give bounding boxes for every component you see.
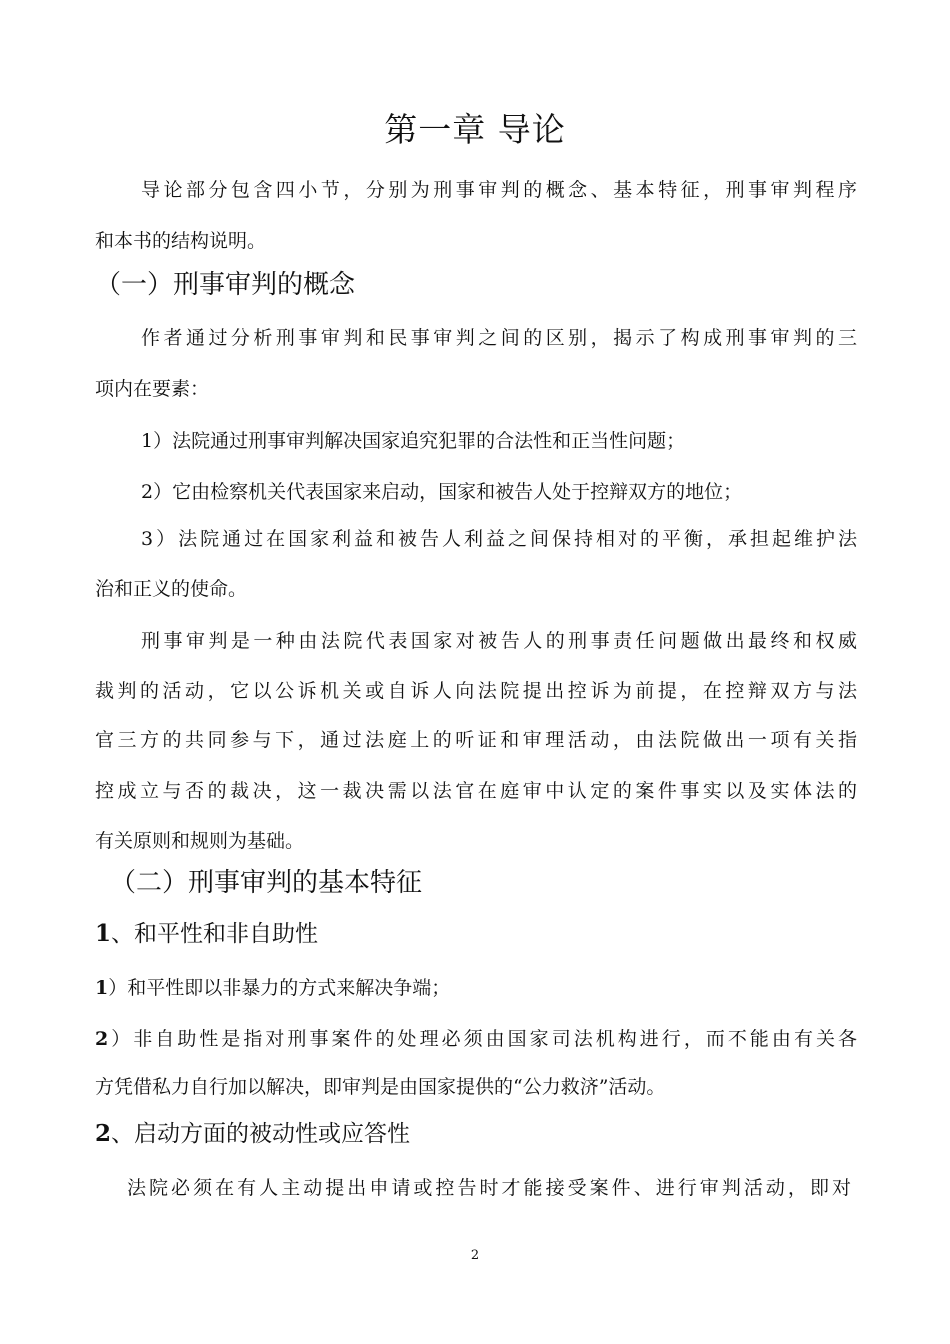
subsection-2-number: 2	[95, 1120, 112, 1147]
subsection-1-item-2-line-2: 方凭借私力自行加以解决，即审判是由国家提供的“公力救济”活动。	[95, 1076, 666, 1098]
subsection-2-title: 、启动方面的被动性或应答性	[111, 1121, 411, 1147]
subsection-1-title: 、和平性和非自助性	[111, 921, 319, 947]
section-1-item-2: 2）它由检察机关代表国家来启动，国家和被告人处于控辩双方的地位；	[141, 481, 743, 503]
chapter-title: 第一章 导论	[384, 110, 566, 149]
section-2-heading: （二）刑事审判的基本特征	[110, 868, 423, 898]
subsection-1-number: 1	[95, 920, 112, 947]
section-1-item-1: 1）法院通过刑事审判解决国家追究犯罪的合法性和正当性问题；	[141, 430, 686, 452]
subsection-1-item-1-text: ）和平性即以非暴力的方式来解决争端；	[108, 977, 451, 999]
intro-line-1: 导论部分包含四小节，分别为刑事审判的概念、基本特征，刑事审判程序	[141, 179, 857, 201]
subsection-1-item-1-number: 1	[95, 977, 109, 999]
intro-line-2: 和本书的结构说明。	[95, 230, 267, 252]
section-1-heading: （一）刑事审判的概念	[95, 270, 356, 300]
section-1-para-1-line-1: 作者通过分析刑事审判和民事审判之间的区别，揭示了构成刑事审判的三	[141, 327, 857, 349]
section-1-para-2-line-4: 控成立与否的裁决，这一裁决需以法官在庭审中认定的案件事实以及实体法的	[95, 780, 857, 802]
section-1-para-2-line-1: 刑事审判是一种由法院代表国家对被告人的刑事责任问题做出最终和权威	[141, 630, 857, 652]
subsection-1-item-2-number: 2	[95, 1028, 109, 1050]
subsection-1-heading	[95, 918, 318, 950]
section-1-para-1-line-2: 项内在要素：	[95, 378, 210, 400]
section-1-para-2-line-2: 裁判的活动，它以公诉机关或自诉人向法院提出控诉为前提，在控辩双方与法	[95, 680, 857, 702]
section-1-item-3-line-1: 3）法院通过在国家利益和被告人利益之间保持相对的平衡，承担起维护法	[141, 528, 857, 550]
subsection-1-item-2-text: ）非自助性是指对刑事案件的处理必须由国家司法机构进行，而不能由有关各	[108, 1028, 857, 1050]
subsection-1-item-1	[95, 974, 857, 1002]
subsection-1-item-2-line-1	[95, 1025, 857, 1053]
section-1-para-2-line-3: 官三方的共同参与下，通过法庭上的听证和审理活动，由法院做出一项有关指	[95, 729, 857, 751]
page-number: 2	[470, 1248, 480, 1263]
section-1-para-2-line-5: 有关原则和规则为基础。	[95, 830, 305, 852]
subsection-2-heading	[95, 1118, 410, 1150]
subsection-2-para-line-1: 法院必须在有人主动提出申请或控告时才能接受案件、进行审判活动，即对	[127, 1177, 851, 1199]
section-1-item-3-line-2: 治和正义的使命。	[95, 578, 248, 600]
